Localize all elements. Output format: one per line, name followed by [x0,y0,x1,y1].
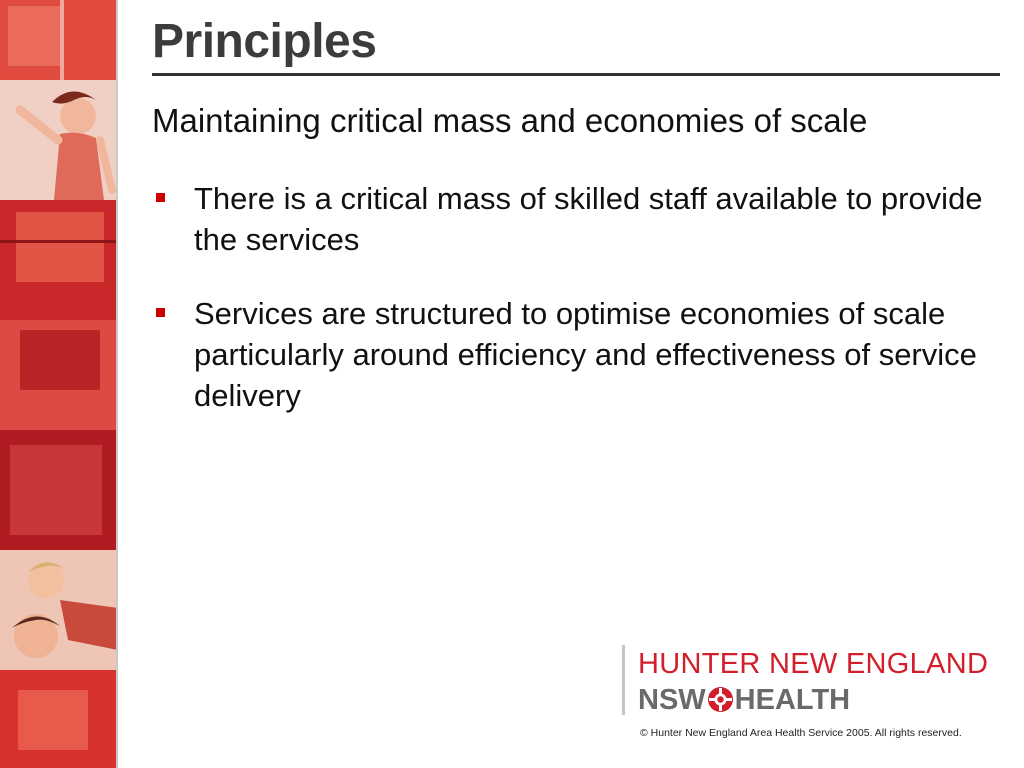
photo-children [0,550,118,670]
slide-title: Principles [152,15,377,68]
sidebar-divider [116,0,118,768]
copyright-notice: © Hunter New England Area Health Service 2005. All rights reserved. [640,727,962,739]
bullet-list [152,178,1002,449]
photo-woman-jumping [0,80,118,200]
waratah-flower-icon [707,686,734,713]
decorative-sidebar [0,0,118,768]
bullet-item [152,293,1002,416]
square-bullet-icon [156,193,165,202]
bullet-text: There is a critical mass of skilled staff available to provide the services [194,181,983,257]
square-bullet-icon [156,308,165,317]
bullet-item [152,178,1002,260]
logo-divider [622,645,625,715]
logo-org-name: HUNTER NEW ENGLAND [638,648,989,680]
title-underline [152,73,1000,76]
logo-nsw-health [638,684,850,717]
logo-health-text: HEALTH [734,684,851,716]
slide-subtitle: Maintaining critical mass and economies of scale [152,102,868,139]
logo-nsw-text: NSW [638,684,706,716]
bullet-text: Services are structured to optimise economies of scale particularly around efficiency and effectiveness of service delivery [194,296,977,413]
